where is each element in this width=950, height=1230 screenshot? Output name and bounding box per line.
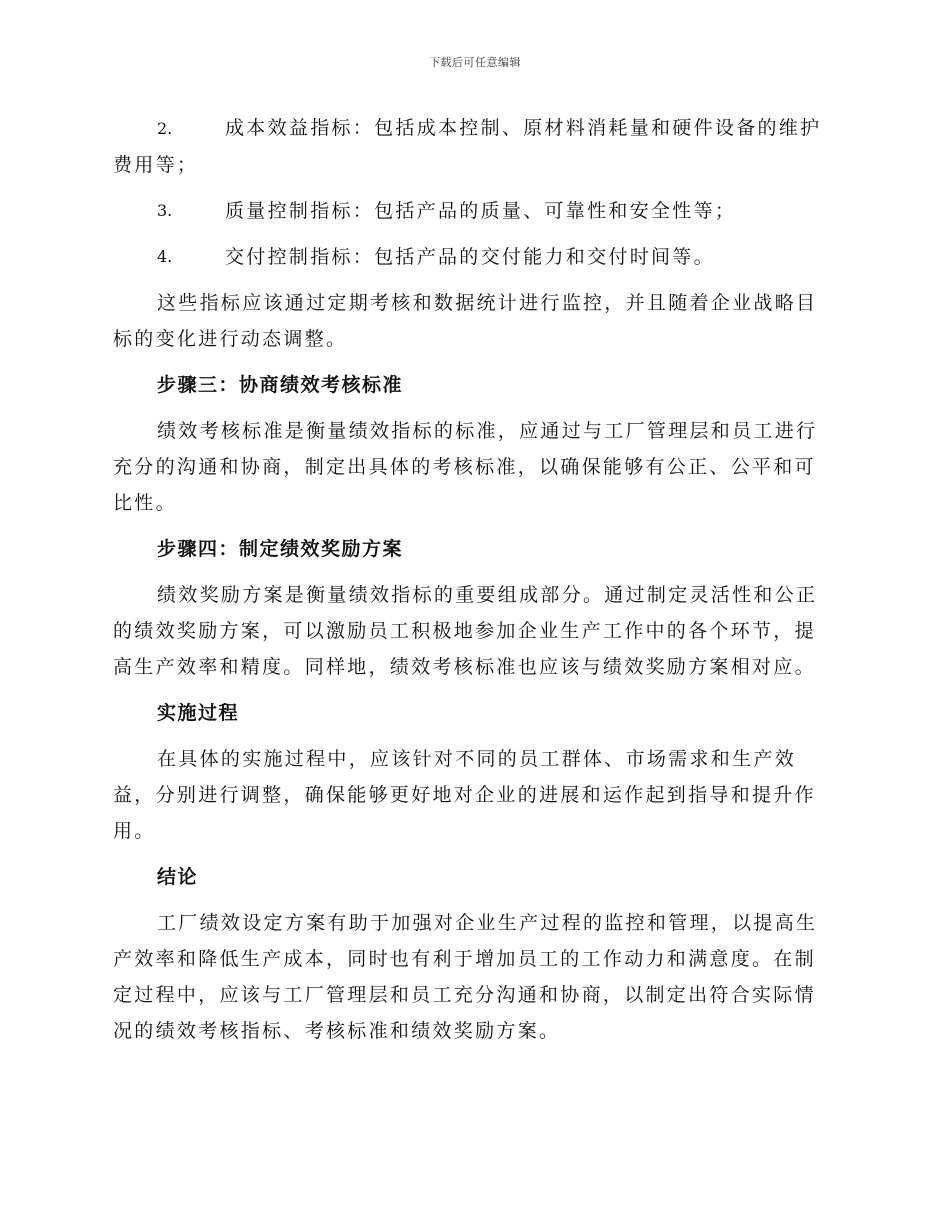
list-item-4 bbox=[157, 239, 833, 275]
paragraph-step3: 绩效考核标准是衡量绩效指标的标准，应通过与工厂管理层和员工进行充分的沟通和协商，制定出具体的考核标准，以确保能够有公正、公平和可比性。 bbox=[113, 420, 818, 514]
paragraph-conclusion: 工厂绩效设定方案有助于加强对企业生产过程的监控和管理，以提高生产效率和降低生产成本，同时也有利于增加员工的工作动力和满意度。在制定过程中，应该与工厂管理层和员工充分沟通和协商，以制定出符合实际情况的绩效考核指标、考核标准和绩效奖励方案。 bbox=[113, 912, 818, 1042]
document-body bbox=[113, 110, 833, 1054]
list-item-3 bbox=[157, 193, 833, 229]
list-item-2 bbox=[113, 110, 833, 183]
section-heading-conclusion: 结论 bbox=[157, 866, 199, 888]
list-text: 成本效益指标：包括成本控制、原材料消耗量和硬件设备的维护费用等； bbox=[113, 117, 822, 176]
section-heading-step4: 步骤四：制定绩效奖励方案 bbox=[157, 538, 404, 560]
list-number: 2. bbox=[157, 119, 173, 138]
paragraph-implementation: 在具体的实施过程中，应该针对不同的员工群体、市场需求和生产效益，分别进行调整，确保能够更好地对企业的进展和运作起到指导和提升作用。 bbox=[113, 748, 816, 842]
section-heading-implementation: 实施过程 bbox=[157, 702, 240, 724]
paragraph-step4: 绩效奖励方案是衡量绩效指标的重要组成部分。通过制定灵活性和公正的绩效奖励方案，可以激励员工积极地参加企业生产工作中的各个环节，提高生产效率和精度。同样地，绩效考核标准也应该与绩效奖励方案相对应。 bbox=[113, 584, 818, 678]
list-number: 4. bbox=[157, 247, 173, 266]
page-header: 下载后可任意编辑 bbox=[429, 56, 521, 69]
section-heading-step3: 步骤三：协商绩效考核标准 bbox=[157, 374, 404, 396]
paragraph-indicators: 这些指标应该通过定期考核和数据统计进行监控，并且随着企业战略目标的变化进行动态调整。 bbox=[113, 292, 818, 350]
list-text: 质量控制指标：包括产品的质量、可靠性和安全性等； bbox=[225, 200, 737, 222]
list-number: 3. bbox=[157, 201, 173, 220]
list-text: 交付控制指标：包括产品的交付能力和交付时间等。 bbox=[225, 246, 715, 268]
